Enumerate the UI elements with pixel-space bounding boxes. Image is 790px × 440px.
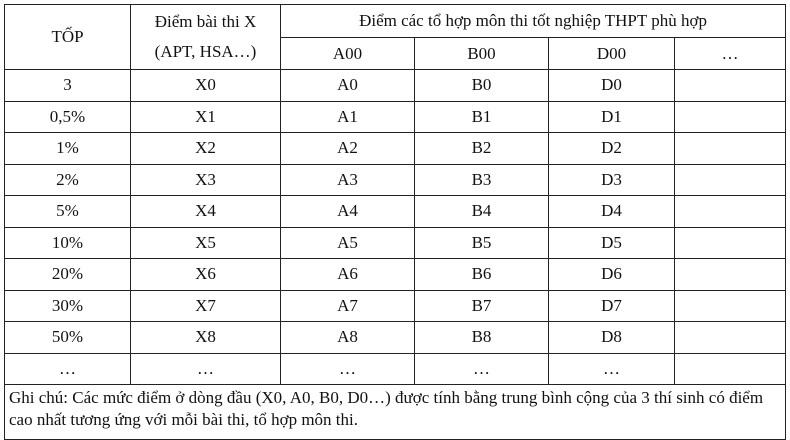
more-cell [675, 227, 786, 259]
table-row [5, 227, 786, 259]
more-cell [675, 196, 786, 228]
d00-cell: D7 [549, 290, 675, 322]
top-cell: 50% [5, 322, 131, 354]
b00-cell: B4 [415, 196, 549, 228]
top-cell: 10% [5, 227, 131, 259]
a00-cell: A8 [281, 322, 415, 354]
a00-cell: A4 [281, 196, 415, 228]
d00-cell: D3 [549, 164, 675, 196]
a00-cell: A0 [281, 70, 415, 102]
exam-score-cell: X7 [131, 290, 281, 322]
header-exam-score-line2: (APT, HSA…) [154, 42, 257, 61]
more-cell [675, 70, 786, 102]
exam-score-cell: X6 [131, 259, 281, 291]
d00-cell: D0 [549, 70, 675, 102]
header-row-1 [5, 5, 786, 38]
a00-cell: A6 [281, 259, 415, 291]
b00-cell: B5 [415, 227, 549, 259]
d00-cell: D1 [549, 101, 675, 133]
exam-score-cell: X1 [131, 101, 281, 133]
score-table [4, 4, 786, 440]
table-row [5, 353, 786, 385]
b00-cell: B0 [415, 70, 549, 102]
exam-score-cell: X8 [131, 322, 281, 354]
d00-cell: D4 [549, 196, 675, 228]
note-text: Ghi chú: Các mức điểm ở dòng đầu (X0, A0, B0, D0…) được tính bằng trung bình cộng của 3 thí sinh có điểm cao nhất tương ứng với mỗi bài thi, tổ hợp môn thi. [5, 385, 786, 440]
header-top: TỐP [5, 5, 131, 70]
table-row [5, 322, 786, 354]
d00-cell: D8 [549, 322, 675, 354]
top-cell: 30% [5, 290, 131, 322]
more-cell [675, 290, 786, 322]
table-row [5, 164, 786, 196]
more-cell [675, 322, 786, 354]
d00-cell: D5 [549, 227, 675, 259]
top-cell: 2% [5, 164, 131, 196]
header-exam-score-line1: Điểm bài thi X [154, 12, 257, 31]
exam-score-cell: X5 [131, 227, 281, 259]
header-combos-group: Điểm các tổ hợp môn thi tốt nghiệp THPT phù hợp [281, 5, 786, 38]
b00-cell: … [415, 353, 549, 385]
header-combo-b00: B00 [415, 38, 549, 70]
top-cell: 3 [5, 70, 131, 102]
more-cell [675, 353, 786, 385]
a00-cell: … [281, 353, 415, 385]
table-row [5, 101, 786, 133]
header-exam-score [131, 5, 281, 70]
exam-score-cell: … [131, 353, 281, 385]
d00-cell: … [549, 353, 675, 385]
a00-cell: A7 [281, 290, 415, 322]
top-cell: 1% [5, 133, 131, 165]
exam-score-cell: X4 [131, 196, 281, 228]
top-cell: 5% [5, 196, 131, 228]
b00-cell: B3 [415, 164, 549, 196]
more-cell [675, 164, 786, 196]
table-row [5, 259, 786, 291]
top-cell: 20% [5, 259, 131, 291]
more-cell [675, 133, 786, 165]
b00-cell: B2 [415, 133, 549, 165]
header-combo-more: … [675, 38, 786, 70]
exam-score-cell: X3 [131, 164, 281, 196]
a00-cell: A3 [281, 164, 415, 196]
header-combo-d00: D00 [549, 38, 675, 70]
b00-cell: B7 [415, 290, 549, 322]
exam-score-cell: X2 [131, 133, 281, 165]
table-row [5, 70, 786, 102]
top-cell: 0,5% [5, 101, 131, 133]
table-row [5, 133, 786, 165]
b00-cell: B8 [415, 322, 549, 354]
note-row [5, 385, 786, 440]
a00-cell: A5 [281, 227, 415, 259]
table-row [5, 290, 786, 322]
top-cell: … [5, 353, 131, 385]
more-cell [675, 259, 786, 291]
exam-score-cell: X0 [131, 70, 281, 102]
header-combo-a00: A00 [281, 38, 415, 70]
d00-cell: D2 [549, 133, 675, 165]
a00-cell: A1 [281, 101, 415, 133]
b00-cell: B1 [415, 101, 549, 133]
table-row [5, 196, 786, 228]
a00-cell: A2 [281, 133, 415, 165]
d00-cell: D6 [549, 259, 675, 291]
b00-cell: B6 [415, 259, 549, 291]
more-cell [675, 101, 786, 133]
